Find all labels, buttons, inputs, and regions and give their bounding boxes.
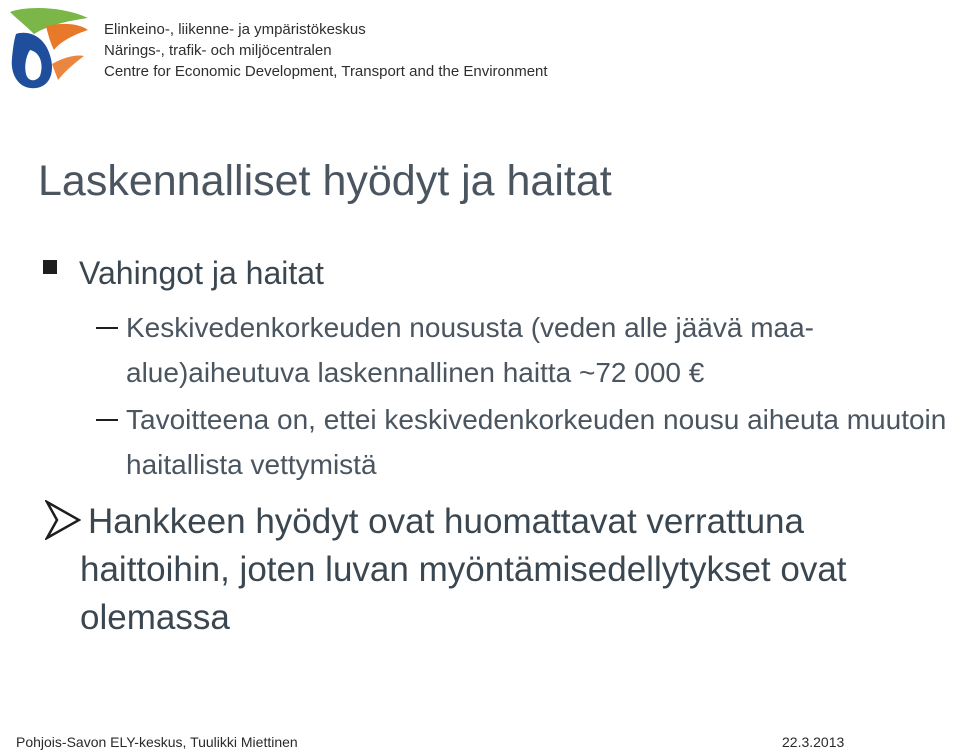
bullet-damages-text: Vahingot ja haitat [79, 255, 324, 291]
footer-date: 22.3.2013 [782, 734, 845, 750]
org-name-finnish: Elinkeino-, liikenne- ja ympäristökeskus [104, 21, 366, 38]
slide-title: Laskennalliset hyödyt ja haitat [38, 157, 612, 205]
sub-bullet-text: Keskivedenkorkeuden noususta (veden alle jäävä maa-alue)aiheutuva laskennallinen haitta ~72 000 € [126, 312, 814, 388]
org-name-swedish: Närings-, trafik- och miljöcentralen [104, 42, 332, 59]
footer-author: Pohjois-Savon ELY-keskus, Tuulikki Miettinen [16, 734, 298, 750]
square-bullet-icon [43, 260, 57, 274]
arrowhead-bullet-icon [45, 500, 81, 540]
ely-centre-logo-icon [6, 4, 94, 90]
sub-bullet-text: Tavoitteena on, ettei keskivedenkorkeuden nousu aiheuta muutoin haitallista vettymistä [126, 404, 947, 480]
org-name-english: Centre for Economic Development, Transport and the Environment [104, 63, 548, 80]
dash-bullet-icon [96, 419, 118, 421]
dash-bullet-icon [96, 327, 118, 329]
conclusion-text: Hankkeen hyödyt ovat huomattavat verrattuna haittoihin, joten luvan myöntämisedellytykset ovat olemassa [80, 502, 847, 637]
organization-names [104, 19, 548, 82]
